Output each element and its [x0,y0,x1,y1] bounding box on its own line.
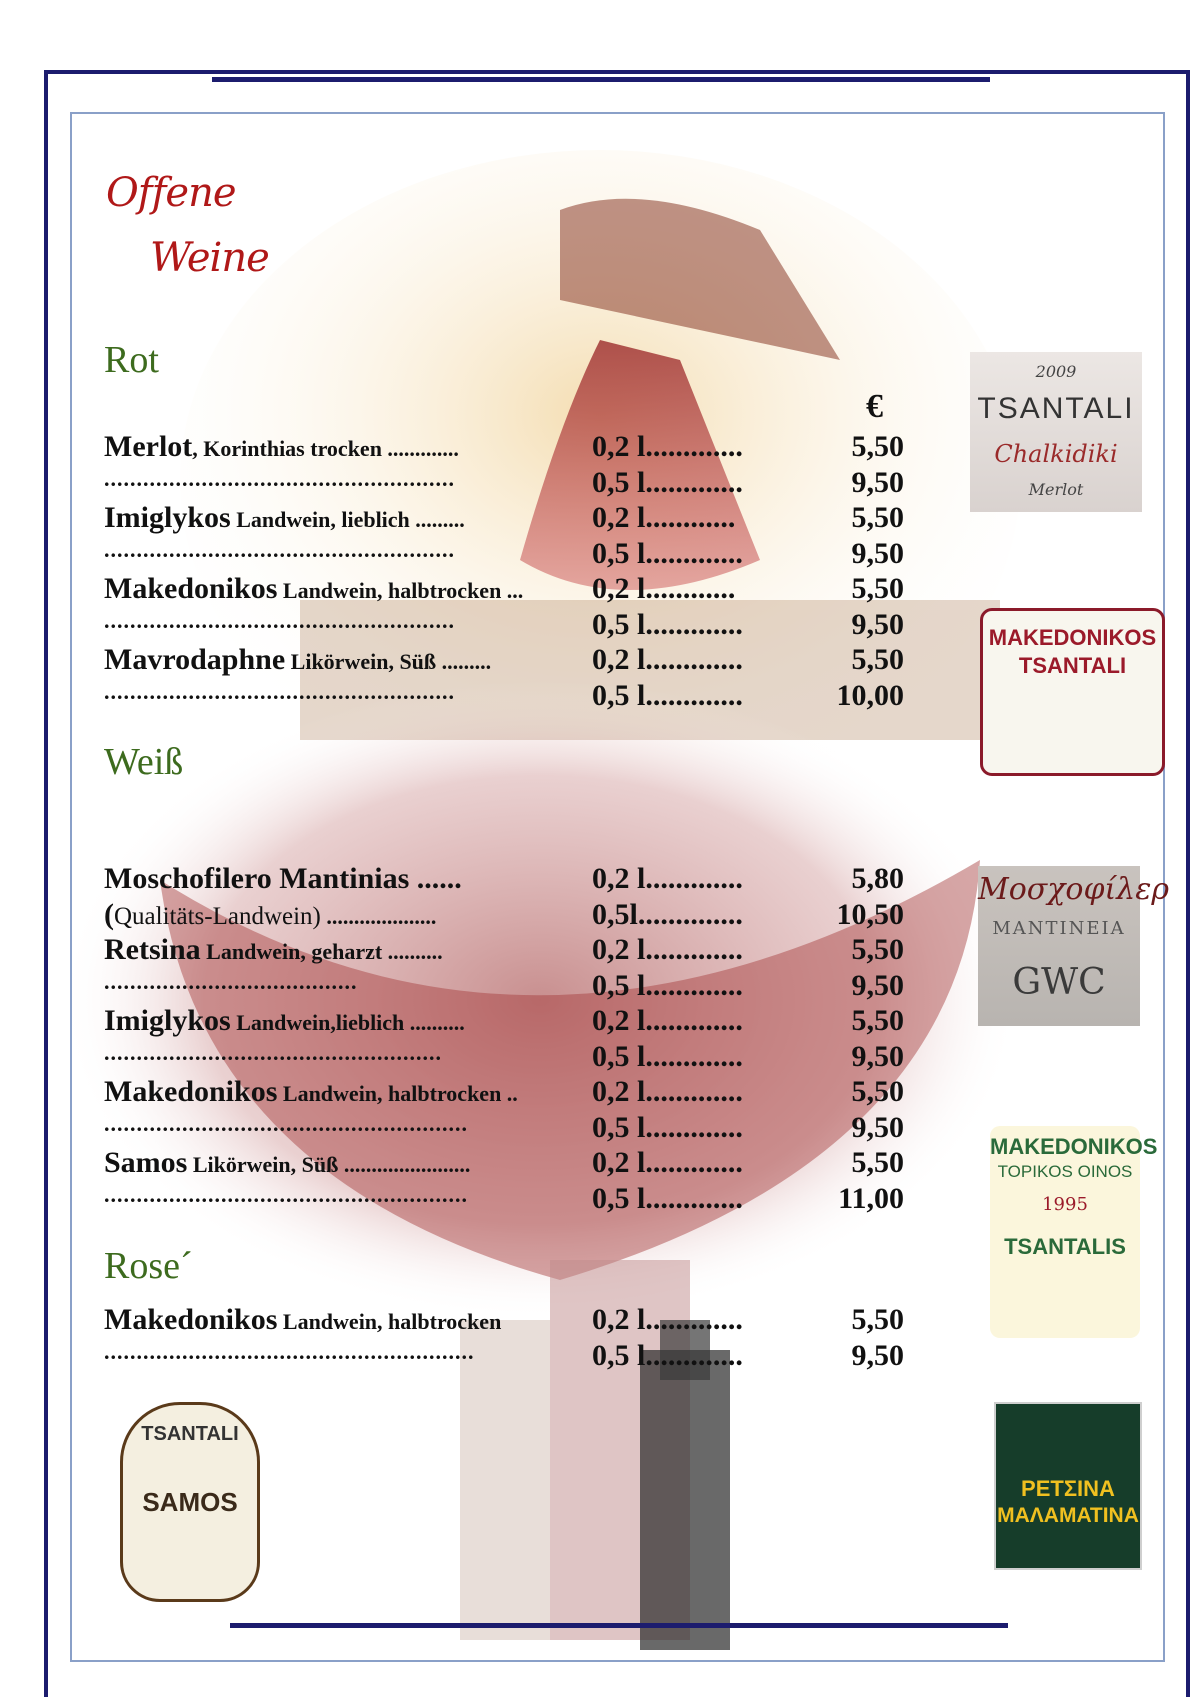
menu-row [104,679,904,717]
wine-description: Landwein, halbtrocken [277,1309,502,1334]
menu-row [104,1303,904,1341]
wine-name [104,501,465,535]
price: 5,50 [851,643,904,676]
price: 10,50 [836,897,904,931]
menu-row [104,643,904,681]
wine-description: .................................................... [104,1039,442,1065]
price: 5,50 [851,1075,904,1108]
wine-title: Makedonikos [104,572,278,605]
wine-description: Landwein, halbtrocken ... [277,578,524,603]
price: 9,50 [851,1039,904,1073]
wine-name [104,1339,475,1365]
wine-title: Mavrodaphne [104,643,286,676]
wine-name [104,933,443,967]
label-line-1: Μοσχοφίλερ [978,872,1170,907]
wine-name [104,430,459,464]
wine-description: Likörwein, Süß ......... [285,649,492,674]
volume: 0,2 l............ [592,572,736,605]
wine-description: ...................................................... [104,536,455,562]
volume: 0,5 l............. [592,1039,743,1073]
wine-description: ........................................................ [104,1181,468,1207]
volume: 0,5 l............. [592,465,743,499]
menu-row [104,1004,904,1042]
wine-description: Landwein,lieblich .......... [230,1010,465,1035]
wine-title: Imiglykos [104,1004,231,1037]
wine-description: ...................................................... [104,678,455,704]
wine-title: Makedonikos [104,1075,278,1108]
menu-row [104,862,904,900]
label-line-2: TSANTALI [1018,653,1127,678]
volume: 0,2 l............. [592,933,743,966]
wine-name [104,862,462,896]
volume: 0,5 l............. [592,1338,743,1372]
price: 10,00 [836,678,904,712]
menu-row [104,430,904,468]
label-line-3: GWC [1012,962,1106,1003]
menu-row [104,1339,904,1377]
price: 5,50 [851,1303,904,1336]
label-line-2: TOPIKOS OINOS [997,1162,1133,1181]
volume: 0,2 l............. [592,643,743,676]
menu-row [104,1146,904,1184]
wine-description: Landwein, geharzt .......... [200,939,443,964]
currency-symbol: € [866,388,883,425]
volume: 0,2 l............. [592,430,743,463]
price: 5,50 [851,1004,904,1037]
wine-title: Imiglykos [104,501,231,534]
wine-name [104,1040,442,1066]
top-rule [212,77,990,82]
menu-row [104,1182,904,1220]
volume: 0,2 l............. [592,1303,743,1336]
bottom-rule [230,1623,1008,1628]
volume: 0,5 l............. [592,1110,743,1144]
wine-name [104,969,358,995]
menu-row [104,1075,904,1113]
wine-title: Makedonikos [104,1303,278,1336]
volume: 0,5 l............. [592,607,743,641]
menu-row [104,1111,904,1149]
menu-row [104,1040,904,1078]
wine-description: Landwein, halbtrocken .. [277,1081,518,1106]
label-line-2: SAMOS [142,1487,238,1517]
label-retsina-malamatina [994,1402,1142,1570]
label-line-3: 1995 [1042,1194,1088,1215]
volume: 0,2 l............. [592,1075,743,1108]
menu-row [104,466,904,504]
price: 5,50 [851,933,904,966]
label-makedonikos-topikos [990,1126,1158,1338]
wine-name [104,608,455,634]
wine-name [104,643,491,677]
price: 9,50 [851,1110,904,1144]
menu-row [104,501,904,539]
label-year: 2009 [1035,362,1077,381]
wine-name [104,572,523,606]
menu-row [104,898,904,936]
price: 5,50 [851,501,904,534]
wine-name [104,466,455,492]
volume: 0,2 l............. [592,862,743,895]
price: 9,50 [851,1338,904,1372]
label-wine: Merlot [1028,480,1084,499]
label-line-2: MANTINEIA [992,918,1126,939]
label-tsantali-merlot [970,352,1142,512]
wine-name [104,1075,518,1109]
volume: 0,2 l............. [592,1004,743,1037]
section-rot: Rot [104,339,159,381]
label-line-2: ΜΑΛΑΜΑΤΙΝΑ [997,1504,1139,1527]
wine-title: Retsina [104,933,201,966]
label-line-4: TSANTALIS [1004,1234,1126,1259]
wine-title: Merlot [104,430,193,463]
wine-name [104,1111,468,1137]
price: 5,50 [851,1146,904,1179]
volume: 0,5 l............. [592,678,743,712]
price: 5,80 [851,862,904,895]
price: 9,50 [851,968,904,1002]
menu-row [104,933,904,971]
wine-description: .................... [320,903,437,929]
menu-row [104,969,904,1007]
menu-row [104,572,904,610]
wine-description: ...................................................... [104,465,455,491]
price: 9,50 [851,607,904,641]
wine-name [104,1303,501,1337]
wine-qualifier: Qualitäts-Landwein) [114,902,321,930]
wine-description: ......................................................... [104,1338,475,1364]
price: 9,50 [851,465,904,499]
label-line-1: MAKEDONIKOS [988,625,1157,650]
price: 11,00 [838,1181,904,1215]
label-makedonikos-tsantali [980,608,1165,776]
label-region: Chalkidiki [994,440,1118,468]
wine-name [104,898,436,932]
label-tsantali-samos [120,1402,260,1602]
wine-description: Likörwein, Süß ....................... [187,1152,471,1177]
volume: 0,2 l............. [592,1146,743,1179]
page-title-line-1: Offene [106,170,236,216]
price: 9,50 [851,536,904,570]
wine-description: ........................................................ [104,1110,468,1136]
page-title-line-2: Weine [150,235,269,281]
wine-name [104,1182,468,1208]
wine-name [104,537,455,563]
menu-row [104,537,904,575]
label-moschofilero [978,866,1170,1026]
label-line-1: TSANTALI [141,1423,239,1445]
label-line-1: MAKEDONIKOS [990,1134,1158,1159]
volume: 0,5 l............. [592,536,743,570]
volume: 0,5 l............. [592,1181,743,1215]
label-line-1: ΡΕΤΣΙΝΑ [1021,1476,1115,1501]
wine-title: Moschofilero Mantinias ...... [104,862,462,895]
wine-name [104,1004,465,1038]
volume: 0,2 l............ [592,501,736,534]
section-rose: Rose´ [104,1245,193,1287]
volume: 0,5 l............. [592,968,743,1002]
wine-name [104,1146,470,1180]
menu-row [104,608,904,646]
price: 5,50 [851,572,904,605]
price: 5,50 [851,430,904,463]
wine-description: ....................................... [104,968,358,994]
wine-title: Samos [104,1146,188,1179]
volume: 0,5l.............. [592,897,743,931]
wine-title: ( [104,897,114,931]
wine-description: , Korinthias trocken ............. [192,436,459,461]
section-weiss: Weiß [104,741,184,783]
wine-name [104,679,455,705]
wine-description: Landwein, lieblich ......... [230,507,465,532]
wine-description: ...................................................... [104,607,455,633]
label-brand: TSANTALI [977,392,1135,425]
